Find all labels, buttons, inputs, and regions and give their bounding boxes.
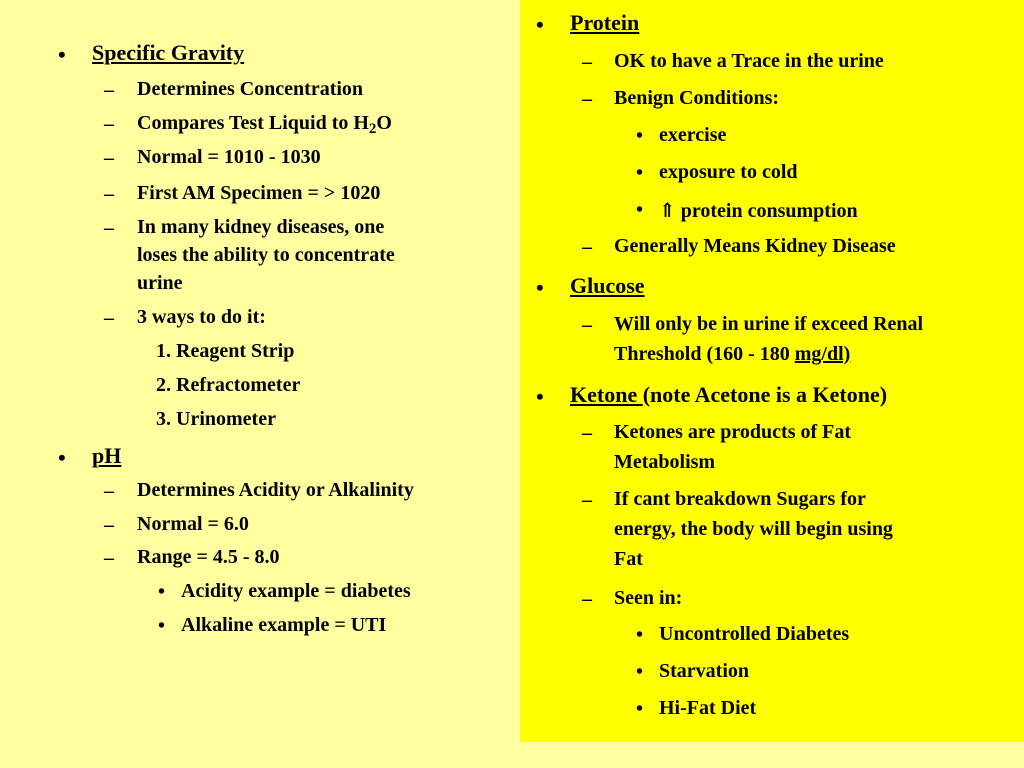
- protein-item: Generally Means Kidney Disease: [614, 235, 896, 257]
- ketone-item: If cant breakdown Sugars for: [614, 488, 866, 510]
- dash: –: [104, 547, 114, 569]
- ph-item: Range = 4.5 - 8.0: [137, 546, 280, 568]
- ketone-item-continued: Metabolism: [614, 451, 716, 473]
- sg-item-continued: loses the ability to concentrate: [137, 244, 395, 266]
- bullet: •: [636, 125, 644, 147]
- heading-specific-gravity: Specific Gravity: [92, 40, 245, 65]
- ketone-title-note: (note Acetone is a Ketone): [642, 382, 888, 407]
- protein-condition: ⇑ protein consumption: [659, 200, 858, 222]
- bullet: •: [536, 384, 544, 409]
- heading-protein: Protein: [570, 10, 640, 35]
- bullet: •: [158, 581, 166, 603]
- bullet: •: [158, 615, 166, 637]
- sg-item-text: Compares Test Liquid to H: [137, 112, 369, 134]
- h2o-tail: O: [376, 112, 392, 134]
- ph-item: Normal = 6.0: [137, 513, 249, 535]
- sg-item: Normal = 1010 - 1030: [137, 146, 321, 168]
- sg-item: First AM Specimen = > 1020: [137, 182, 381, 204]
- protein-condition: exposure to cold: [659, 161, 798, 183]
- dash: –: [104, 480, 114, 502]
- dash: –: [104, 147, 114, 169]
- heading-glucose: Glucose: [570, 273, 645, 298]
- ph-example: Alkaline example = UTI: [181, 614, 387, 636]
- dash: –: [582, 489, 592, 511]
- sg-item: In many kidney diseases, one: [137, 216, 385, 238]
- heading-ketone: [570, 382, 887, 408]
- ketone-item: Ketones are products of Fat: [614, 421, 852, 443]
- bullet: •: [636, 661, 644, 683]
- ketone-title: Ketone: [570, 382, 643, 407]
- ketone-seen-in: Uncontrolled Diabetes: [659, 623, 850, 645]
- sg-item: Determines Concentration: [137, 78, 364, 100]
- dash: –: [104, 307, 114, 329]
- bullet: •: [58, 42, 66, 67]
- protein-item: Benign Conditions:: [614, 87, 780, 109]
- bullet: •: [536, 275, 544, 300]
- ketone-item-continued: energy, the body will begin using: [614, 518, 893, 540]
- dash: –: [104, 79, 114, 101]
- sg-item-continued: urine: [137, 272, 183, 294]
- sg-method: 3. Urinometer: [156, 408, 276, 430]
- protein-item: OK to have a Trace in the urine: [614, 50, 884, 72]
- ketone-seen-in: Hi-Fat Diet: [659, 697, 757, 719]
- dash: –: [104, 217, 114, 239]
- h2o-subscript: 2: [368, 121, 377, 137]
- bullet: •: [636, 698, 644, 720]
- ketone-seen-in: Starvation: [659, 660, 749, 682]
- heading-ph: pH: [92, 443, 122, 468]
- glucose-item: Will only be in urine if exceed Renal: [614, 313, 924, 335]
- protein-condition: exercise: [659, 124, 727, 146]
- dash: –: [104, 183, 114, 205]
- bullet: •: [636, 199, 644, 221]
- dash: –: [582, 88, 592, 110]
- dash: –: [582, 314, 592, 336]
- sg-method: 1. Reagent Strip: [156, 340, 295, 362]
- ph-item: Determines Acidity or Alkalinity: [137, 479, 414, 501]
- ketone-item: Seen in:: [614, 587, 683, 609]
- dash: –: [104, 113, 114, 135]
- ph-example: Acidity example = diabetes: [181, 580, 411, 602]
- ketone-item-continued: Fat: [614, 548, 643, 570]
- bullet: •: [636, 624, 644, 646]
- dash: –: [582, 236, 592, 258]
- bullet: •: [636, 162, 644, 184]
- bullet: •: [58, 445, 66, 470]
- dash: –: [582, 422, 592, 444]
- bullet: •: [536, 12, 544, 37]
- sg-item: 3 ways to do it:: [137, 306, 266, 328]
- dash: –: [582, 51, 592, 73]
- glucose-threshold-text: Threshold (160 - 180: [614, 343, 795, 365]
- dash: –: [104, 514, 114, 536]
- glucose-item-continued: [614, 343, 850, 366]
- sg-item: [137, 112, 392, 135]
- dash: –: [582, 588, 592, 610]
- glucose-unit: mg/dl): [794, 343, 851, 365]
- sg-method: 2. Refractometer: [156, 374, 301, 396]
